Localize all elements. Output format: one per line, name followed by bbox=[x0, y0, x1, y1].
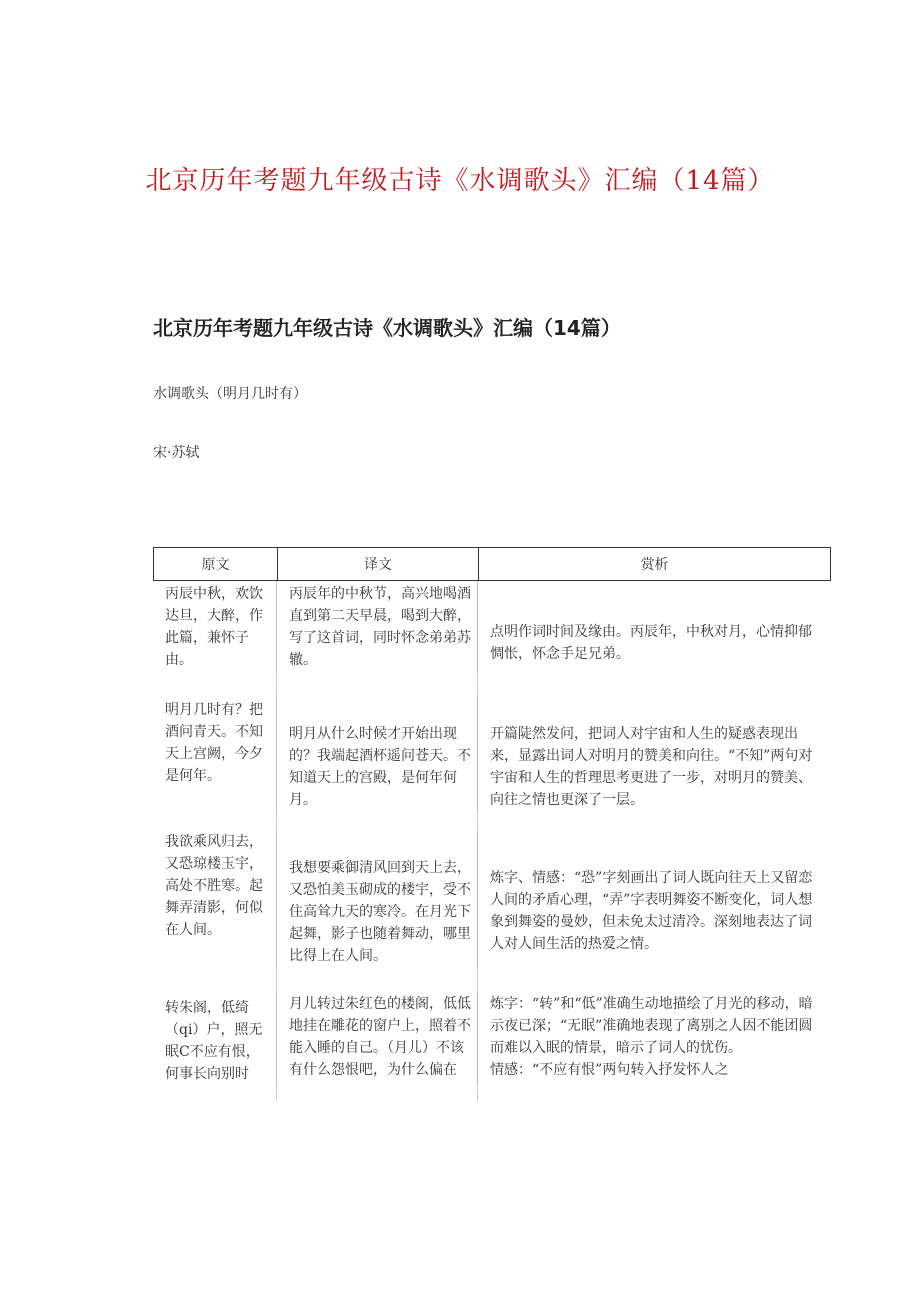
table-row bbox=[153, 583, 831, 671]
table-header bbox=[153, 547, 831, 581]
document-title: 北京历年考题九年级古诗《水调歌头》汇编（14篇） bbox=[145, 166, 775, 196]
poem-table bbox=[153, 547, 831, 1082]
poem-author: 宋·苏轼 bbox=[153, 445, 200, 461]
header-appreciation: 赏析 bbox=[478, 548, 830, 580]
cell-appreciation: 点明作词时间及缘由。丙辰年，中秋对月，心情抑郁惆怅，怀念手足兄弟。 bbox=[477, 583, 829, 671]
cell-original: 明月几时有？把酒问青天。不知天上宫阙，今夕是何年。 bbox=[165, 702, 263, 784]
cell-original: 丙辰中秋，欢饮达旦，大醉，作此篇，兼怀子由。 bbox=[165, 586, 263, 668]
cell-translation: 丙辰年的中秋节，高兴地喝酒直到第二天早晨，喝到大醉，写了这首词，同时怀念弟弟苏辙。 bbox=[276, 583, 477, 671]
table-row bbox=[153, 695, 831, 811]
section-title: 北京历年考题九年级古诗《水调歌头》汇编（14篇） bbox=[153, 316, 621, 340]
cell-original: 我欲乘风归去，又恐琼楼玉宇，高处不胜寒。起舞弄清影，何似在人间。 bbox=[165, 834, 263, 938]
table-row bbox=[153, 831, 831, 967]
cell-translation: 我想要乘御清风回到天上去，又恐怕美玉砌成的楼宇，受不住高耸九天的寒冷。在月光下起舞，影子也随着舞动，哪里比得上在人间。 bbox=[276, 831, 477, 967]
header-translation: 译文 bbox=[277, 548, 478, 580]
poem-title: 水调歌头（明月几时有） bbox=[153, 386, 307, 402]
header-original: 原文 bbox=[201, 557, 230, 573]
cell-appreciation: 炼字、情感：“恐”字刻画出了词人既向往天上又留恋人间的矛盾心理，“弄”字表明舞姿不断变化，词人想象到舞姿的曼妙，但未免太过清冷。深刻地表达了词人对人间生活的热爱之情。 bbox=[477, 831, 829, 967]
cell-translation: 明月从什么时候才开始出现的？我端起酒杯遥问苍天。不知道天上的宫殿，是何年何月。 bbox=[276, 695, 477, 811]
cell-appreciation bbox=[477, 993, 829, 1085]
cell-appreciation: 开篇陡然发问，把词人对宇宙和人生的疑惑表现出来，显露出词人对明月的赞美和向往。“不知”两句对宇宙和人生的哲理思考更进了一步，对明月的赞美、向往之情也更深了一层。 bbox=[477, 695, 829, 811]
appreciation-emotion: 情感：“不应有恨”两句转入抒发怀人之 bbox=[490, 1062, 729, 1078]
table-body bbox=[153, 581, 831, 1101]
appreciation-technique: 炼字：“转”和“低”准确生动地描绘了月光的移动，暗示夜已深；“无眠”准确地表现了离别之人因不能团圆而难以入眠的情景，暗示了词人的忧伤。 bbox=[490, 996, 813, 1056]
cell-translation: 月儿转过朱红色的楼阁，低低地挂在雕花的窗户上，照着不能入睡的自己。（月儿）不该有什么怨恨吧，为什么偏在 bbox=[276, 993, 477, 1085]
cell-original: 转朱阁，低绮（qi）户，照无眠C不应有恨，何事长向别时 bbox=[165, 1000, 263, 1082]
table-row bbox=[153, 993, 831, 1085]
